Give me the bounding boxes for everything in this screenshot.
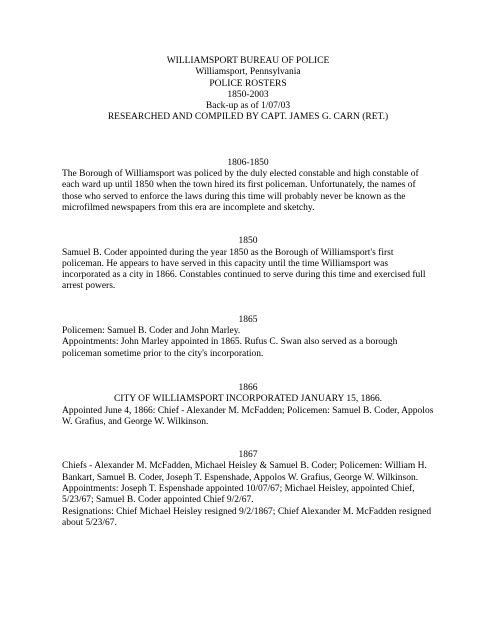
section-year: 1806-1850 xyxy=(227,157,269,168)
section-1866 xyxy=(62,383,434,428)
section-1867 xyxy=(62,450,434,529)
header-date-range: 1850-2003 xyxy=(227,89,269,100)
section-paragraph: Chiefs - Alexander M. McFadden, Michael Heisley & Samuel B. Coder; Policemen: William H. Bankart, Samuel B. Coder, Joseph T. Espenshade, Appolos W. Grafius, George W. Wilkinson. xyxy=(62,461,427,483)
section-year: 1850 xyxy=(238,236,258,247)
section-subtitle: CITY OF WILLIAMSPORT INCORPORATED JANUARY 15, 1866. xyxy=(113,394,383,405)
header-title: WILLIAMSPORT BUREAU OF POLICE xyxy=(166,56,330,66)
section-paragraph: Resignations: Chief Michael Heisley resigned 9/2/1867; Chief Alexander M. McFadden resigned about 5/23/67. xyxy=(62,506,432,528)
document-page xyxy=(62,56,434,529)
section-year: 1866 xyxy=(238,382,258,393)
section-1806-1850 xyxy=(62,158,434,214)
section-1850 xyxy=(62,236,434,292)
section-1865 xyxy=(62,315,434,360)
header-location: Williamsport, Pennsylvania xyxy=(195,67,301,78)
section-paragraph: Samuel B. Coder appointed during the year 1850 as the Borough of Williamsport's first policeman. He appears to have served in this capacity until the time Williamsport was incorporated as a city in 1866. Constables continued to serve during this time and exercised full arrest powers. xyxy=(62,247,426,292)
section-year: 1865 xyxy=(238,314,258,325)
section-year: 1867 xyxy=(238,450,258,461)
document-header xyxy=(62,56,434,124)
section-paragraph: Appointed June 4, 1866: Chief - Alexander M. McFadden; Policemen: Samuel B. Coder, Appolos W. Grafius, and George W. Wilkinson. xyxy=(62,405,434,427)
header-backup-date: Back-up as of 1/07/03 xyxy=(205,101,291,112)
section-paragraph: Appointments: John Marley appointed in 1865. Rufus C. Swan also served as a borough policeman sometime prior to the city's incorporation. xyxy=(62,337,398,359)
section-paragraph: Policemen: Samuel B. Coder and John Marley. xyxy=(62,326,241,337)
section-paragraph: Appointments: Joseph T. Espenshade appointed 10/07/67; Michael Heisley, appointed Chief, 5/23/67; Samuel B. Coder appointed Chief 9/2/67. xyxy=(62,484,415,506)
header-author: RESEARCHED AND COMPILED BY CAPT. JAMES G. CARN (RET.) xyxy=(107,112,389,123)
header-subject: POLICE ROSTERS xyxy=(209,78,287,89)
section-paragraph: The Borough of Williamsport was policed by the duly elected constable and high constable of each ward up until 1850 when the town hired its first policeman. Unfortunately, the names of those who served to enforce the laws during this time will probably never be known as the microfilmed newspapers from this era are incomplete and sketchy. xyxy=(62,169,419,213)
